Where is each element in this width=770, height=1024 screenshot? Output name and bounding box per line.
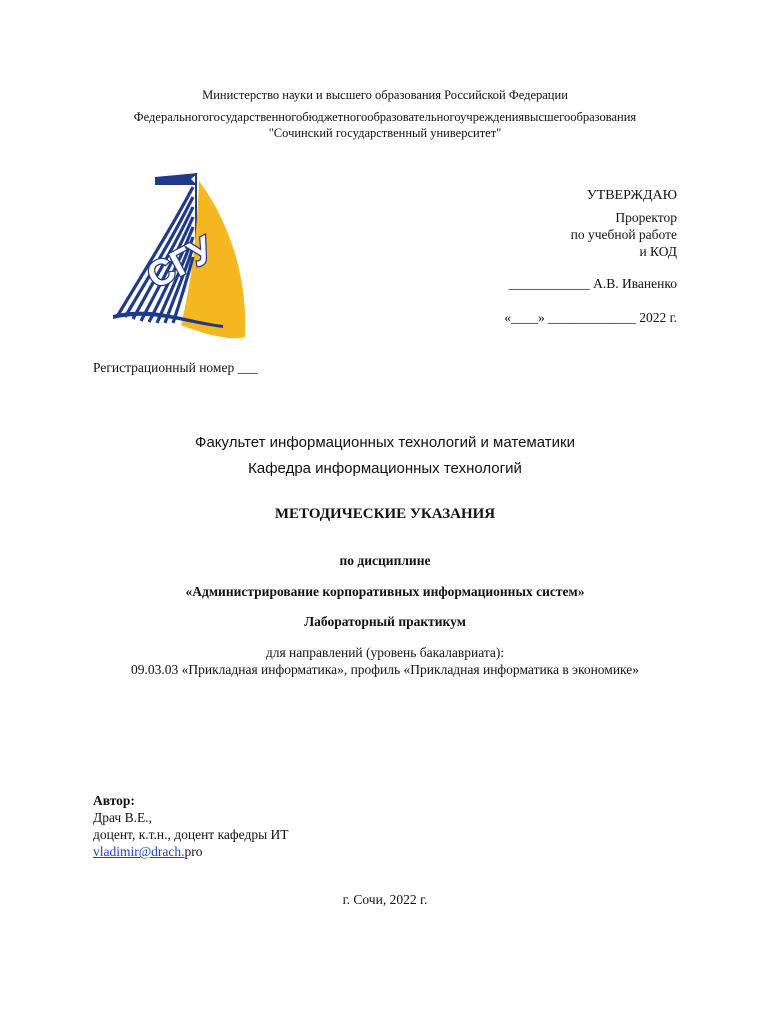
sail-icon — [93, 165, 258, 345]
approval-title: УТВЕРЖДАЮ — [586, 188, 677, 203]
approval-role-line3: и КОД — [639, 244, 677, 259]
logo-text: СГУ — [140, 227, 221, 297]
author-label: Автор: — [93, 793, 135, 808]
discipline-label: по дисциплине — [339, 553, 431, 568]
author-name: Драч В.Е., — [93, 810, 152, 825]
registration-number: Регистрационный номер ___ — [93, 360, 258, 375]
approval-date: «____» _____________ 2022 г. — [504, 310, 677, 325]
practicum-label: Лабораторный практикум — [304, 614, 466, 629]
approval-role-line1: Проректор — [615, 210, 677, 225]
institution-name-line2: "Сочинский государственный университет" — [268, 126, 502, 140]
discipline-name: «Администрирование корпоративных информационных систем» — [185, 584, 585, 599]
ministry-name: Министерство науки и высшего образования Российской Федерации — [202, 88, 568, 102]
author-position: доцент, к.т.н., доцент кафедры ИТ — [93, 827, 289, 842]
institution-name-line1: Федеральногогосударственногобюджетногообразовательногоучреждениявысшегообразования — [133, 110, 637, 124]
approval-signature: ____________ А.В. Иваненко — [508, 276, 677, 291]
department-name: Кафедра информационных технологий — [248, 460, 522, 477]
faculty-name: Факультет информационных технологий и математики — [195, 434, 575, 451]
approval-role-line2: по учебной работе — [570, 227, 677, 242]
flag-shape — [155, 173, 198, 185]
author-email-link[interactable]: vladimir@drach. — [93, 844, 185, 859]
author-email — [93, 844, 203, 860]
document-title: МЕТОДИЧЕСКИЕ УКАЗАНИЯ — [274, 506, 496, 522]
city-year: г. Сочи, 2022 г. — [342, 892, 428, 907]
direction-value: 09.03.03 «Прикладная информатика», профиль «Прикладная информатика в экономике» — [130, 662, 640, 677]
author-email-rest: pro — [184, 844, 203, 859]
university-logo — [93, 165, 258, 345]
direction-label: для направлений (уровень бакалавриата): — [265, 645, 505, 660]
